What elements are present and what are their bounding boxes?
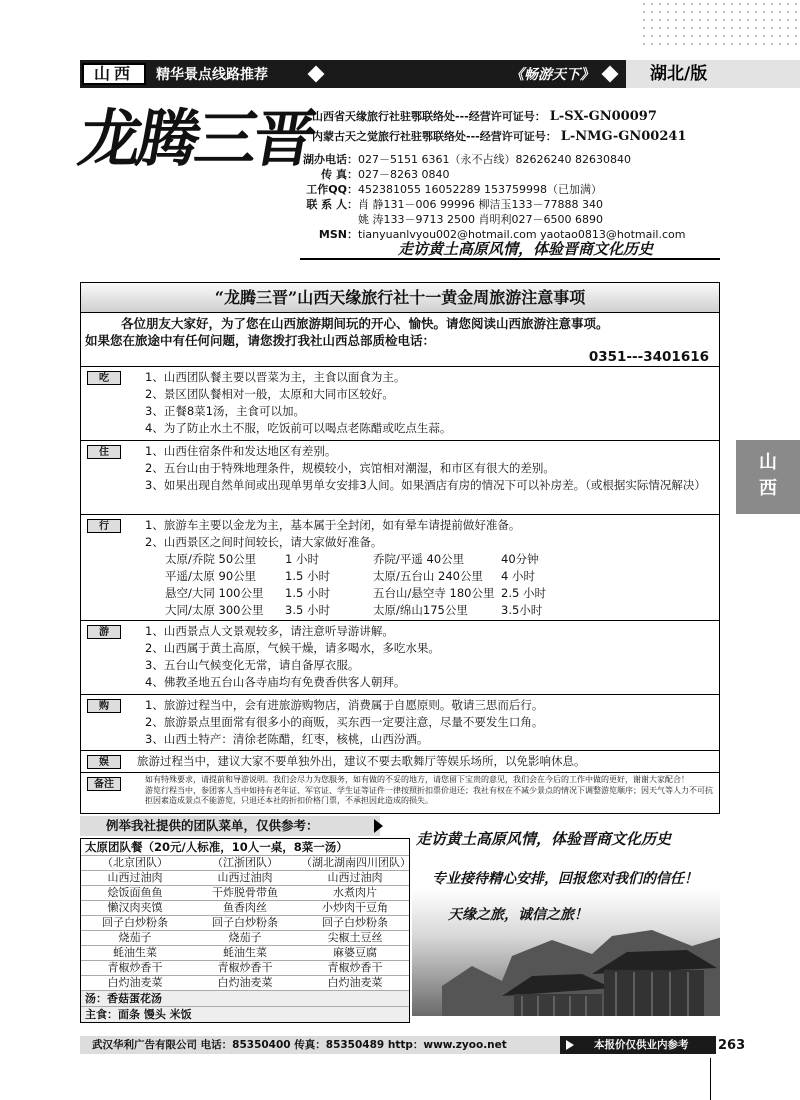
header-subtitle: 精华景点线路推荐 xyxy=(156,67,268,83)
divider xyxy=(710,1058,711,1100)
section-label: 游 xyxy=(87,625,121,639)
side-region-tab xyxy=(736,440,800,514)
table-cell: 青椒炒香干 xyxy=(327,961,383,974)
route-cell: 3.5 小时 xyxy=(285,603,330,617)
list-item: 2、五台山由于特殊地理条件，规模较小，宾馆相对潮湿，和市区有很大的差别。 xyxy=(145,461,555,475)
table-cell: 烧茄子 xyxy=(118,931,152,944)
table-cell: 懒汉肉夹馍 xyxy=(107,901,163,914)
section-label: 备注 xyxy=(87,777,121,791)
route-time-table xyxy=(145,551,715,619)
table-cell: 鱼香肉丝 xyxy=(223,901,267,914)
menu-soup: 汤：香菇蛋花汤 xyxy=(81,991,409,1007)
license-label: 内蒙古天之觉旅行社驻鄂联络处---经营许可证号： xyxy=(312,130,557,143)
table-cell: 蚝油生菜 xyxy=(113,946,157,959)
table-row xyxy=(81,901,409,916)
license-code: L-NMG-GN00241 xyxy=(560,129,687,144)
license-label: 山西省天缘旅行社驻鄂联络处---经营许可证号： xyxy=(312,110,546,123)
list-item: 2、旅游景点里面常有很多小的商贩，买东西一定要注意，尽量不要发生口角。 xyxy=(145,715,544,729)
remark-text: 如有特殊要求，请提前和导游说明。我们会尽力为您服务，如有做的不妥的地方，请您留下宝贵的意见，我们会在今后的工作中做的更好，谢谢大家配合！ xyxy=(145,775,689,784)
route-cell: 平遥/太原 90公里 xyxy=(165,569,257,583)
table-cell: 青椒炒香干 xyxy=(217,961,273,974)
contact-label: 湖办电话： xyxy=(303,153,358,166)
table-cell: 白灼油麦菜 xyxy=(107,976,163,989)
table-cell: 山西过油肉 xyxy=(107,871,163,884)
table-row xyxy=(81,946,409,961)
divider xyxy=(300,258,720,260)
table-cell: 回子白炒粉条 xyxy=(212,916,278,929)
section-fun xyxy=(81,750,719,772)
table-row xyxy=(81,916,409,931)
list-item: 1、旅游车主要以金龙为主，基本属于全封闭，如有晕车请提前做好准备。 xyxy=(145,518,521,532)
table-row xyxy=(81,871,409,886)
section-label: 吃 xyxy=(87,371,121,385)
list-item: 1、山西住宿条件和发达地区有差别。 xyxy=(145,444,337,458)
table-cell: 山西过油肉 xyxy=(217,871,273,884)
contact-block xyxy=(300,152,685,242)
column-header: （湖北湖南四川团队） xyxy=(301,856,411,869)
slogan: 走访黄土高原风情，体验晋商文化历史 xyxy=(398,240,654,258)
table-cell: 麻婆豆腐 xyxy=(333,946,377,959)
route-cell: 4 小时 xyxy=(501,569,535,583)
contact-label: MSN： xyxy=(318,228,358,241)
footer-bar: 武汉华利广告有限公司 电话：85350400 传真：85350489 http：www.zyoo.net xyxy=(80,1036,700,1054)
notice-box xyxy=(80,282,720,814)
list-item: 3、五台山气候变化无常，请自备厚衣服。 xyxy=(145,658,360,672)
table-row xyxy=(81,976,409,991)
route-cell: 太原/绵山175公里 xyxy=(373,603,468,617)
table-header-row xyxy=(81,856,409,871)
route-cell: 太原/乔院 50公里 xyxy=(165,552,257,566)
table-row xyxy=(81,931,409,946)
page-number: 263 xyxy=(718,1038,746,1053)
list-item: 1、旅游过程当中，会有进旅游购物店，消费属于自愿原则。敬请三思而后行。 xyxy=(145,698,544,712)
diamond-icon xyxy=(308,66,325,83)
table-cell: 小炒肉干豆角 xyxy=(322,901,388,914)
section-tour xyxy=(81,620,719,694)
table-cell: 白灼油麦菜 xyxy=(327,976,383,989)
section-travel xyxy=(81,514,719,620)
remark-text: 游览行程当中，参团客人当中如持有老年证、军官证、学生证等证件一律按照折扣票价退还；我社有权在不减少景点的情况下调整游览顺序；因天气等人力不可抗拒因素造成景点不能游览，只退还本社的折扣价格门票，不承担因此造成的损失。 xyxy=(145,785,713,805)
table-cell: 回子白炒粉条 xyxy=(102,916,168,929)
notice-title: “龙腾三晋”山西天缘旅行社十一黄金周旅游注意事项 xyxy=(81,283,719,313)
side-char: 山 xyxy=(759,452,777,473)
section-label: 住 xyxy=(87,445,121,459)
list-item: 2、山西景区之间时间较长，请大家做好准备。 xyxy=(145,535,383,549)
contact-value: 027－8263 0840 xyxy=(358,168,450,181)
section-remarks xyxy=(81,772,719,809)
list-item: 旅游过程当中，建议大家不要单独外出，建议不要去歌舞厅等娱乐场所，以免影响休息。 xyxy=(137,754,586,768)
table-cell: 水煮肉片 xyxy=(333,886,377,899)
section-stay xyxy=(81,440,719,514)
route-cell: 大同/太原 300公里 xyxy=(165,603,264,617)
intro-line: 各位朋友大家好，为了您在山西旅游期间玩的开心、愉快。请您阅读山西旅游注意事项。 xyxy=(121,316,609,331)
contact-value: 姚 涛133－9713 2500 肖明利027－6500 6890 xyxy=(358,213,603,226)
section-label: 娱 xyxy=(87,755,121,769)
photo-caption: 天缘之旅，诚信之旅！ xyxy=(448,907,588,923)
diamond-icon xyxy=(602,66,619,83)
contact-label: 工作QQ： xyxy=(306,183,358,196)
table-cell: 干炸脱骨带鱼 xyxy=(212,886,278,899)
column-header: （江浙团队） xyxy=(212,856,278,869)
list-item: 1、山西团队餐主要以晋菜为主，主食以面食为主。 xyxy=(145,370,406,384)
list-item: 4、为了防止水土不服，吃饭前可以喝点老陈醋或吃点生蒜。 xyxy=(145,421,452,435)
intro-line: 如果您在旅途中有任何问题，请您拨打我社山西总部质检电话： xyxy=(85,333,436,348)
route-cell: 2.5 小时 xyxy=(501,586,546,600)
route-cell: 3.5小时 xyxy=(501,603,543,617)
list-item: 2、景区团队餐相对一般，太原和大同市区较好。 xyxy=(145,387,394,401)
menu-table xyxy=(80,838,410,1023)
route-cell: 1 小时 xyxy=(285,552,319,566)
header-bar xyxy=(80,60,800,88)
edition-label: 湖北/版 xyxy=(626,60,800,88)
menu-heading: 例举我社提供的团队菜单，仅供参考： xyxy=(80,816,380,836)
section-label: 行 xyxy=(87,519,121,533)
section-label: 购 xyxy=(87,699,121,713)
route-cell: 五台山/悬空寺 180公里 xyxy=(373,586,495,600)
table-cell: 青椒炒香干 xyxy=(107,961,163,974)
route-cell: 1.5 小时 xyxy=(285,586,330,600)
list-item: 2、山西属于黄土高原，气候干燥，请多喝水，多吃水果。 xyxy=(145,641,440,655)
contact-value: 452381055 16052289 153759998（已加满） xyxy=(358,183,602,196)
list-item: 4、佛教圣地五台山各寺庙均有免费香供客人朝拜。 xyxy=(145,675,406,689)
menu-staple: 主食：面条 馒头 米饭 xyxy=(81,1007,409,1022)
list-item: 3、正餐8菜1汤，主食可以加。 xyxy=(145,404,305,418)
photo-caption: 走访黄土高原风情，体验晋商文化历史 xyxy=(416,830,672,848)
temple-photo xyxy=(412,820,720,1016)
section-eat xyxy=(81,366,719,440)
contact-label: 传 真： xyxy=(321,168,358,181)
table-cell: 烩饭面鱼鱼 xyxy=(107,886,163,899)
table-row xyxy=(81,886,409,901)
footer-note: 本报价仅供业内参考 xyxy=(560,1036,716,1054)
arrow-right-icon xyxy=(566,1040,574,1050)
table-cell: 蚝油生菜 xyxy=(223,946,267,959)
table-cell: 烧茄子 xyxy=(228,931,262,944)
contact-label: 联 系 人： xyxy=(306,198,358,211)
route-cell: 1.5 小时 xyxy=(285,569,330,583)
temple-illustration xyxy=(442,926,720,1016)
side-char: 西 xyxy=(759,478,777,499)
contact-value: 肖 静131－006 99996 柳洁玉133－77888 340 xyxy=(358,198,603,211)
notice-intro xyxy=(81,313,719,366)
photo-caption: 专业接待精心安排，回报您对我们的信任！ xyxy=(432,871,698,887)
calligraphy-logo: 龙腾三晋 xyxy=(73,102,319,175)
table-cell: 山西过油肉 xyxy=(327,871,383,884)
route-cell: 乔院/平遥 40公里 xyxy=(373,552,465,566)
route-cell: 悬空/大同 100公里 xyxy=(165,586,264,600)
section-shop xyxy=(81,694,719,750)
route-cell: 太原/五台山 240公里 xyxy=(373,569,483,583)
decorative-dot-grid xyxy=(640,0,800,50)
table-cell: 白灼油麦菜 xyxy=(217,976,273,989)
contact-value: 027－5151 6361（永不占线）82626240 82630840 xyxy=(358,153,631,166)
contact-value: tianyuanlvyou002@hotmail.com yaotao0813@hotmail.com xyxy=(358,228,686,241)
list-item: 3、如果出现自然单间或出现单男单女安排3人间。如果酒店有房的情况下可以补房差。（或根据实际情况解决） xyxy=(145,478,706,492)
route-cell: 40分钟 xyxy=(501,552,539,566)
hotline-number: 0351---3401616 xyxy=(588,349,709,365)
list-item: 3、山西土特产：清徐老陈醋，红枣，核桃，山西汾酒。 xyxy=(145,732,429,746)
magazine-name: 《畅游天下》 xyxy=(510,67,594,83)
table-row xyxy=(81,961,409,976)
license-line xyxy=(312,128,686,144)
license-code: L-SX-GN00097 xyxy=(549,109,657,124)
menu-title: 太原团队餐（20元/人标准，10人一桌，8菜一汤） xyxy=(81,839,409,856)
arrow-right-icon xyxy=(374,819,383,833)
region-tag: 山西 xyxy=(82,63,146,85)
column-header: （北京团队） xyxy=(102,856,168,869)
table-cell: 尖椒土豆丝 xyxy=(327,931,383,944)
table-cell: 回子白炒粉条 xyxy=(322,916,388,929)
license-line xyxy=(312,108,657,124)
list-item: 1、山西景点人文景观较多，请注意听导游讲解。 xyxy=(145,624,394,638)
